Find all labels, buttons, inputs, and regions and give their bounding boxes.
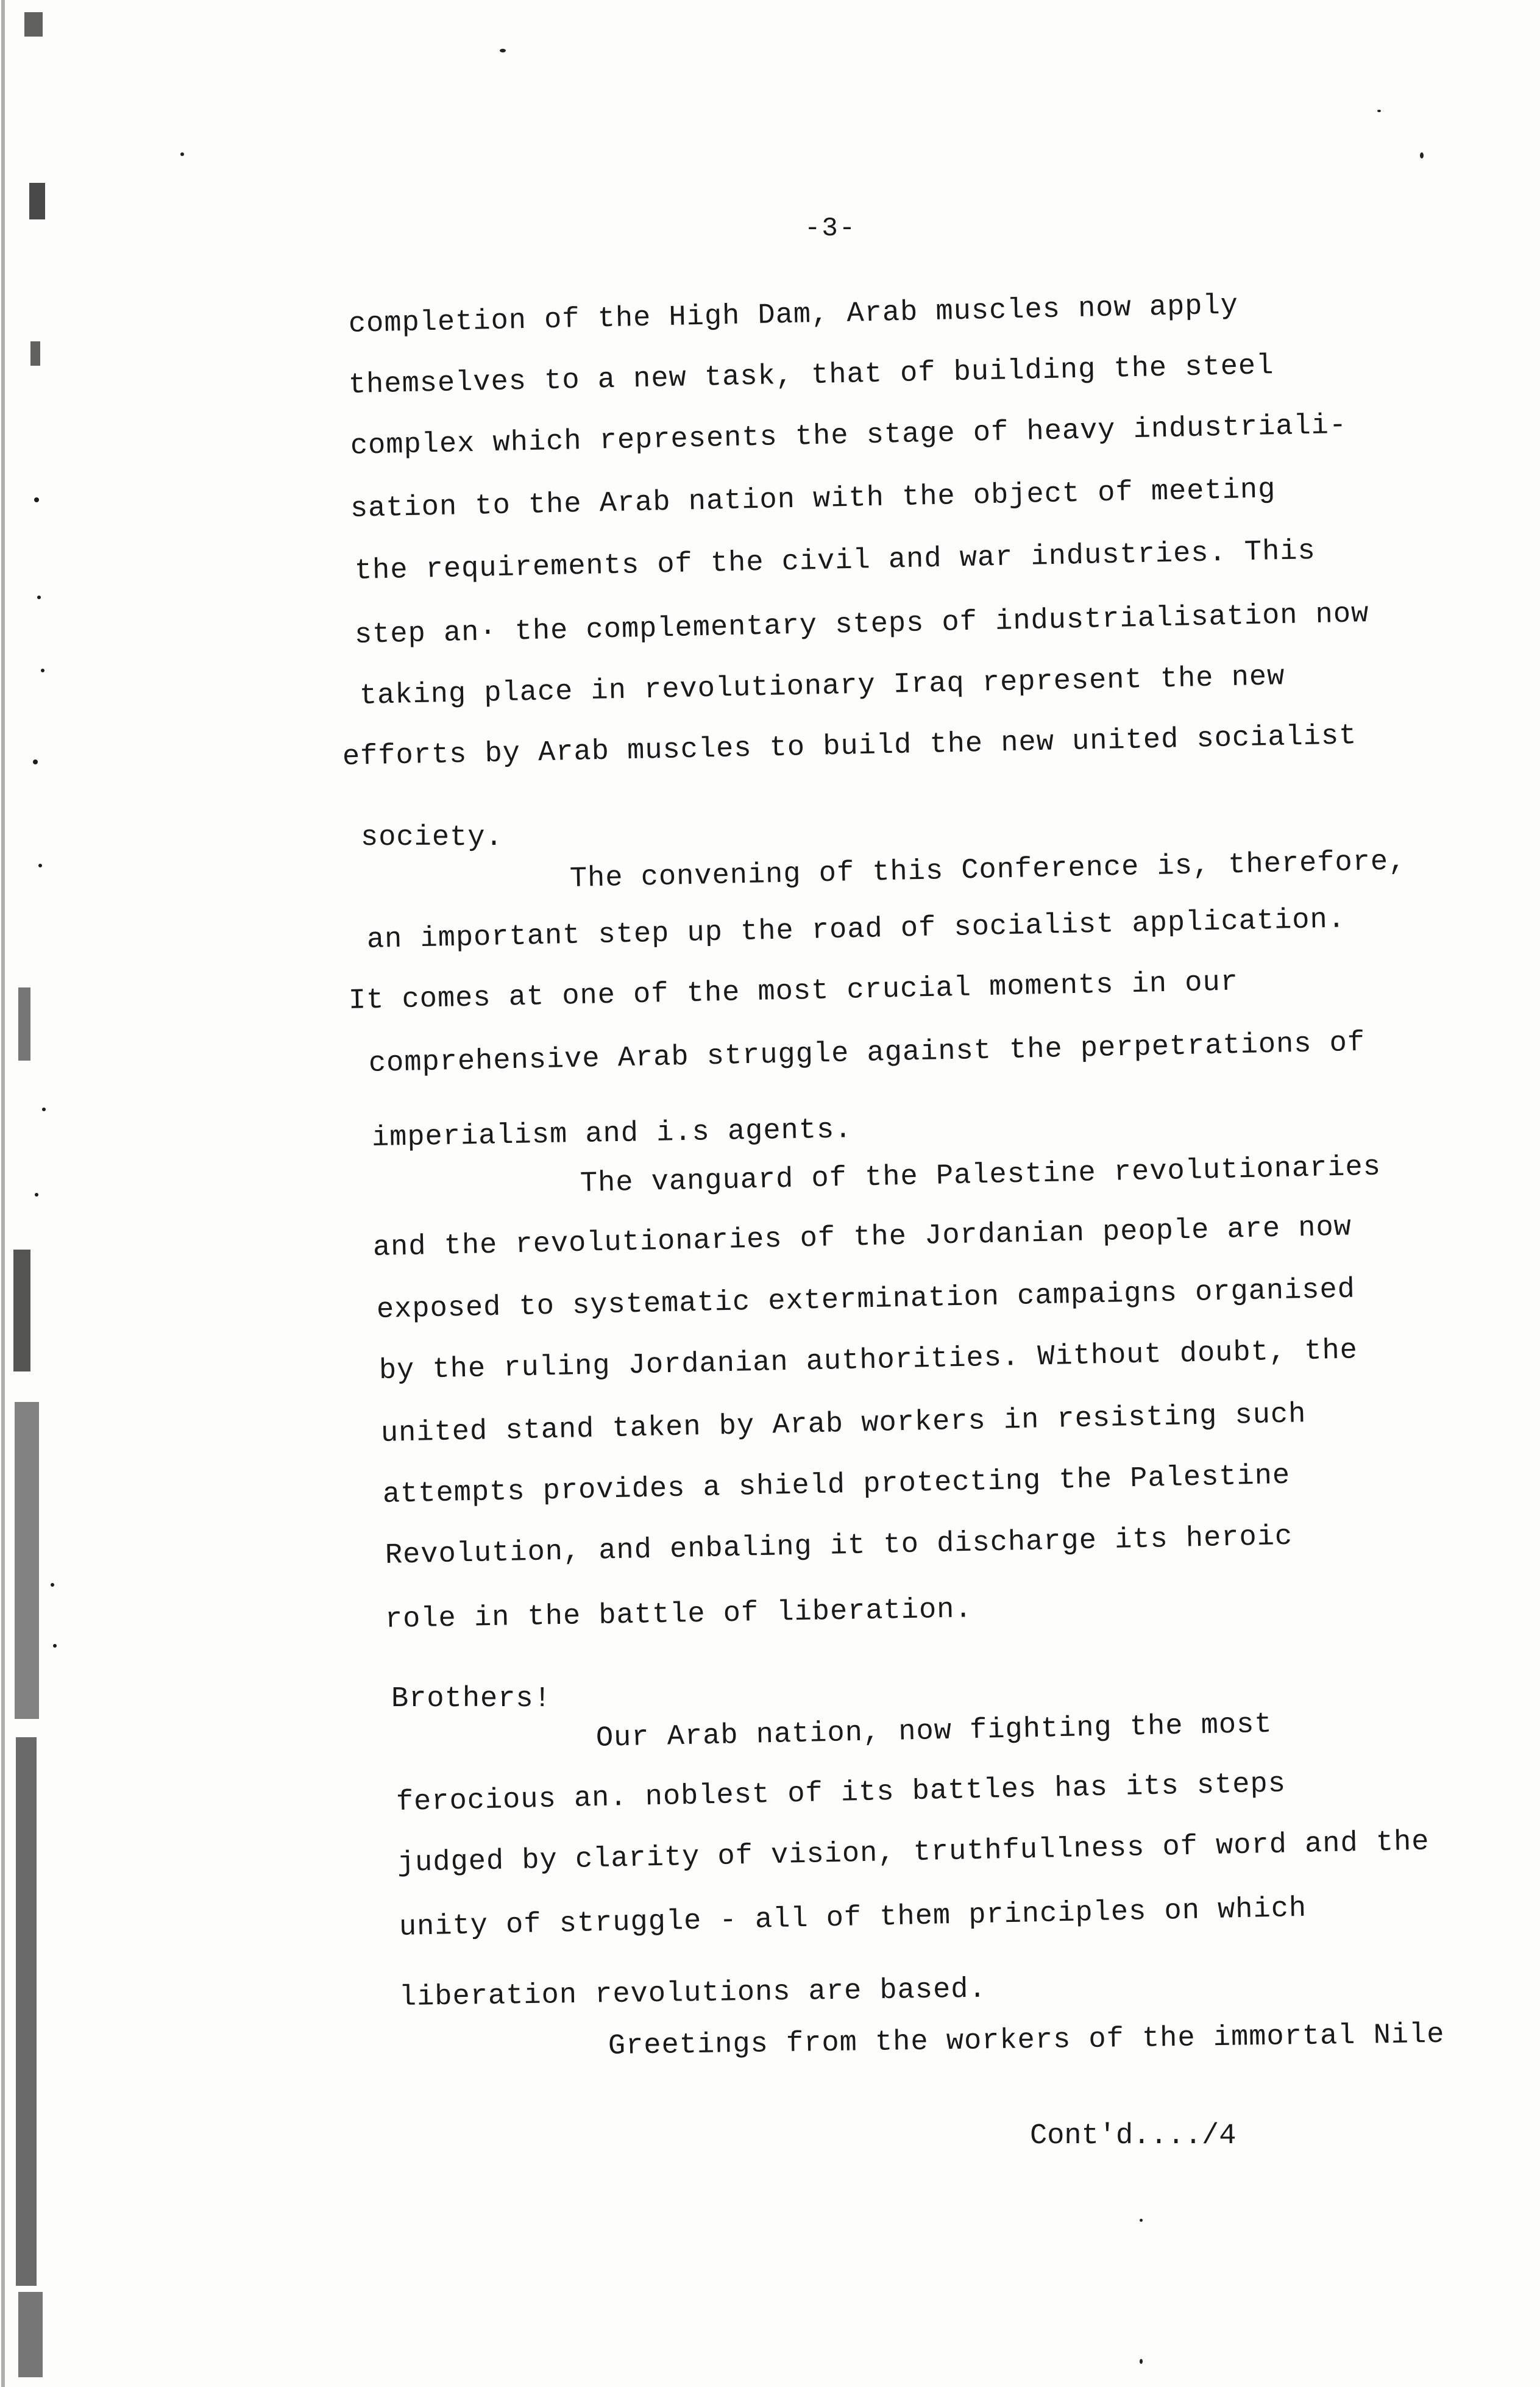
text-line: united stand taken by Arab workers in resisting such xyxy=(380,1398,1307,1450)
scan-speck xyxy=(180,152,184,156)
text-line: step an· the complementary steps of industrialisation now xyxy=(354,598,1369,652)
text-line: by the ruling Jordanian authorities. Without doubt, the xyxy=(378,1334,1358,1387)
text-line: The convening of this Conference is, therefore, xyxy=(569,845,1407,895)
scan-speck xyxy=(500,49,506,52)
salutation: Brothers! xyxy=(391,1683,552,1715)
text-line: ferocious an. noblest of its battles has its steps xyxy=(396,1768,1286,1819)
scan-speck xyxy=(1140,2359,1143,2364)
text-line: The vanguard of the Palestine revolutionaries xyxy=(580,1151,1382,1200)
text-line: liberation revolutions are based. xyxy=(399,1973,987,2014)
text-line: taking place in revolutionary Iraq represent the new xyxy=(359,661,1285,713)
scan-speck xyxy=(1140,2219,1143,2222)
text-line: the requirements of the civil and war industries. This xyxy=(354,535,1316,588)
text-line: and the revolutionaries of the Jordanian people are now xyxy=(372,1211,1352,1264)
page-number: -3- xyxy=(804,213,857,244)
text-line: Our Arab nation, now fighting the most xyxy=(595,1708,1273,1755)
scan-margin-noise xyxy=(0,0,67,2387)
text-line: complex which represents the stage of heavy industriali- xyxy=(350,409,1347,463)
text-line: sation to the Arab nation with the object of meeting xyxy=(350,474,1276,525)
text-line: role in the battle of liberation. xyxy=(385,1593,973,1636)
text-line: completion of the High Dam, Arab muscles now apply xyxy=(348,290,1239,341)
text-line: comprehensive Arab struggle against the perpetrations of xyxy=(368,1026,1366,1080)
text-line: an important step up the road of socialist application. xyxy=(366,903,1346,956)
scan-speck xyxy=(1420,152,1424,158)
text-line: efforts by Arab muscles to build the new united socialist xyxy=(342,720,1357,774)
text-line: Greetings from the workers of the immortal Nile xyxy=(608,2018,1445,2063)
text-line: themselves to a new task, that of building the steel xyxy=(348,350,1274,402)
text-line: imperialism and i.s agents. xyxy=(371,1114,853,1154)
text-line: attempts provides a shield protecting the Palestine xyxy=(382,1459,1291,1511)
text-line: Revolution, and enbaling it to discharge its heroic xyxy=(385,1520,1293,1572)
text-line: judged by clarity of vision, truthfullness of word and the xyxy=(397,1826,1430,1880)
continuation-marker: Cont'd..../4 xyxy=(1030,2120,1237,2152)
scan-speck xyxy=(1377,110,1381,112)
text-line: unity of struggle - all of them principles on which xyxy=(399,1892,1307,1944)
text-line: It comes at one of the most crucial moments in our xyxy=(348,966,1239,1017)
text-line: society. xyxy=(361,822,503,854)
text-line: exposed to systematic extermination campaigns organised xyxy=(376,1273,1356,1326)
